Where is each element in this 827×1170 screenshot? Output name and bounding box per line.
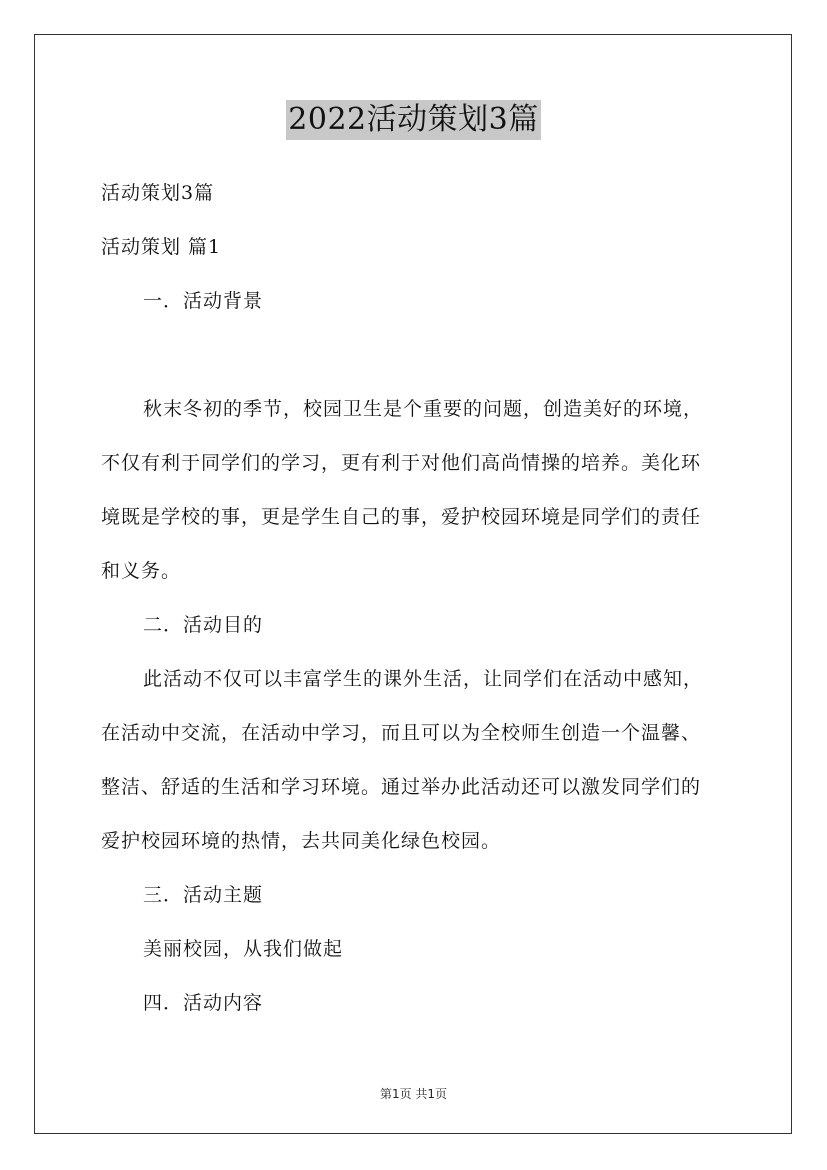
page-footer: 第1页 共1页: [379, 1087, 448, 1101]
heading-purpose: 二．活动目的: [143, 614, 264, 636]
paragraph-line: 和义务。: [101, 560, 182, 582]
subtitle-line: 活动策划3篇: [101, 182, 215, 204]
title-container: [0, 100, 827, 140]
paragraph-line: 爱护校园环境的热情，去共同美化绿色校园。: [101, 830, 502, 852]
section-heading-part1: 活动策划 篇1: [101, 236, 222, 258]
heading-content: 四．活动内容: [143, 992, 264, 1014]
document-title: 2022活动策划3篇: [286, 100, 540, 140]
paragraph-line: 秋末冬初的季节，校园卫生是个重要的问题，创造美好的环境，: [143, 398, 704, 420]
heading-theme: 三．活动主题: [143, 884, 264, 906]
paragraph-line: 整洁、舒适的生活和学习环境。通过举办此活动还可以激发同学们的: [101, 776, 702, 798]
paragraph-line: 此活动不仅可以丰富学生的课外生活，让同学们在活动中感知，: [143, 668, 704, 690]
paragraph-line: 境既是学校的事，更是学生自己的事，爱护校园环境是同学们的责任: [101, 506, 702, 528]
paragraph-line: 在活动中交流，在活动中学习，而且可以为全校师生创造一个温馨、: [101, 722, 702, 744]
theme-text: 美丽校园，从我们做起: [143, 938, 344, 960]
heading-background: 一．活动背景: [143, 290, 264, 312]
paragraph-line: 不仅有利于同学们的学习，更有利于对他们高尚情操的培养。美化环: [101, 452, 702, 474]
